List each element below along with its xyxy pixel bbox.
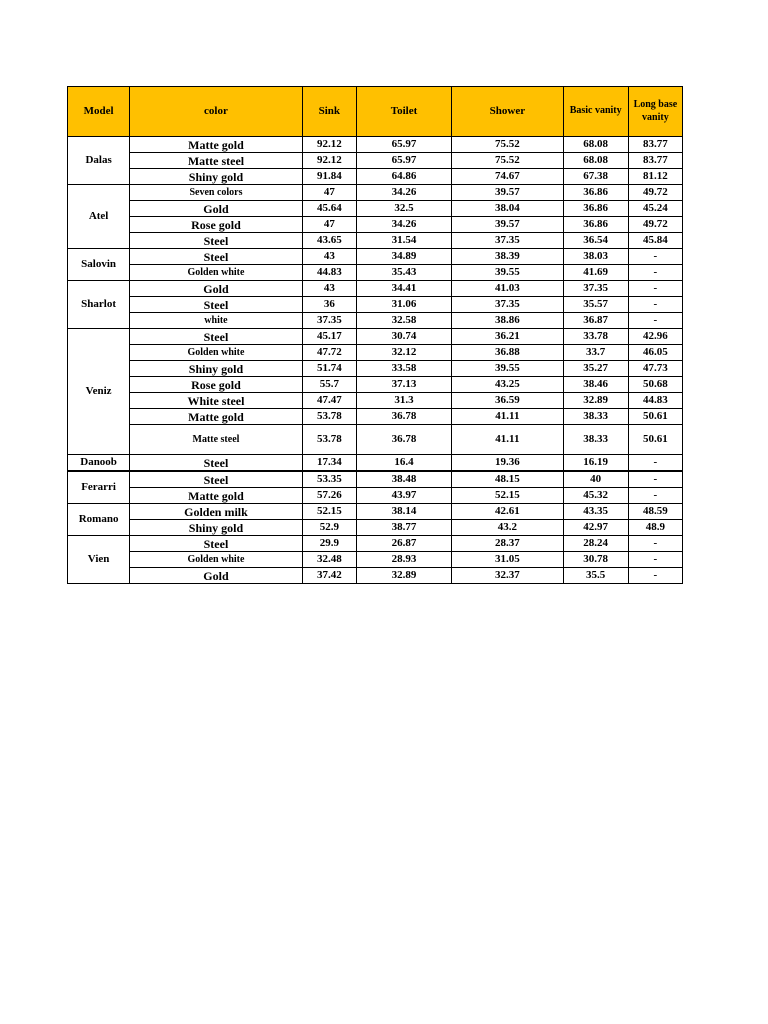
long-base-vanity-cell: 50.61 [628,425,682,455]
basic-vanity-cell: 35.57 [563,297,628,313]
basic-vanity-cell: 68.08 [563,137,628,153]
table-row [68,297,683,313]
table-row [68,153,683,169]
long-base-vanity-cell: 48.9 [628,520,682,536]
toilet-cell: 33.58 [356,361,451,377]
shower-cell: 37.35 [452,297,563,313]
table-row [68,377,683,393]
shower-cell: 41.11 [452,409,563,425]
model-cell: Dalas [68,137,130,185]
color-cell: Rose gold [130,217,303,233]
sink-cell: 45.17 [302,329,356,345]
toilet-cell: 32.89 [356,568,451,584]
color-cell: Golden milk [130,504,303,520]
table-row [68,536,683,552]
toilet-cell: 36.78 [356,425,451,455]
basic-vanity-cell: 36.86 [563,201,628,217]
table-row [68,185,683,201]
toilet-cell: 34.89 [356,249,451,265]
sink-cell: 52.9 [302,520,356,536]
shower-cell: 39.55 [452,361,563,377]
toilet-cell: 65.97 [356,137,451,153]
sink-cell: 53.78 [302,409,356,425]
header-row [68,87,683,137]
table-row [68,249,683,265]
sink-cell: 53.78 [302,425,356,455]
shower-cell: 37.35 [452,233,563,249]
long-base-vanity-cell: 50.68 [628,377,682,393]
long-base-vanity-cell: 45.84 [628,233,682,249]
header-toilet: Toilet [356,87,451,137]
table-row [68,361,683,377]
shower-cell: 43.25 [452,377,563,393]
table-row [68,552,683,568]
color-cell: Matte steel [130,153,303,169]
basic-vanity-cell: 38.46 [563,377,628,393]
color-cell: Steel [130,233,303,249]
sink-cell: 92.12 [302,153,356,169]
basic-vanity-cell: 32.89 [563,393,628,409]
sink-cell: 55.7 [302,377,356,393]
basic-vanity-cell: 36.87 [563,313,628,329]
table-row [68,568,683,584]
basic-vanity-cell: 37.35 [563,281,628,297]
header-basic-vanity: Basic vanity [563,87,628,137]
toilet-cell: 28.93 [356,552,451,568]
basic-vanity-cell: 35.27 [563,361,628,377]
toilet-cell: 35.43 [356,265,451,281]
sink-cell: 36 [302,297,356,313]
sink-cell: 32.48 [302,552,356,568]
color-cell: Golden white [130,552,303,568]
basic-vanity-cell: 41.69 [563,265,628,281]
toilet-cell: 43.97 [356,488,451,504]
long-base-vanity-cell: - [628,281,682,297]
toilet-cell: 38.14 [356,504,451,520]
shower-cell: 43.2 [452,520,563,536]
shower-cell: 38.86 [452,313,563,329]
header-sink: Sink [302,87,356,137]
color-cell: Steel [130,455,303,472]
basic-vanity-cell: 33.7 [563,345,628,361]
basic-vanity-cell: 67.38 [563,169,628,185]
table-row [68,455,683,472]
color-cell: Gold [130,281,303,297]
long-base-vanity-cell: - [628,568,682,584]
shower-cell: 52.15 [452,488,563,504]
table-row [68,393,683,409]
shower-cell: 38.39 [452,249,563,265]
shower-cell: 75.52 [452,137,563,153]
shower-cell: 41.11 [452,425,563,455]
table-row [68,169,683,185]
color-cell: Shiny gold [130,361,303,377]
model-cell: Sharlot [68,281,130,329]
sink-cell: 57.26 [302,488,356,504]
long-base-vanity-cell: - [628,313,682,329]
table-row [68,313,683,329]
basic-vanity-cell: 38.33 [563,425,628,455]
table-row [68,329,683,345]
table-row [68,488,683,504]
color-cell: Matte steel [130,425,303,455]
header-long-base-vanity: Long base vanity [628,87,682,137]
color-cell: Matte gold [130,137,303,153]
model-cell: Danoob [68,455,130,472]
model-cell: Ferarri [68,471,130,504]
long-base-vanity-cell: - [628,265,682,281]
shower-cell: 39.57 [452,217,563,233]
table-row [68,520,683,536]
table-row [68,281,683,297]
color-cell: Gold [130,201,303,217]
long-base-vanity-cell: - [628,488,682,504]
shower-cell: 42.61 [452,504,563,520]
long-base-vanity-cell: 45.24 [628,201,682,217]
shower-cell: 75.52 [452,153,563,169]
sink-cell: 43 [302,281,356,297]
color-cell: Steel [130,536,303,552]
table-row [68,471,683,488]
toilet-cell: 38.48 [356,471,451,488]
sink-cell: 43.65 [302,233,356,249]
toilet-cell: 32.5 [356,201,451,217]
color-cell: Golden white [130,265,303,281]
toilet-cell: 26.87 [356,536,451,552]
color-cell: Shiny gold [130,520,303,536]
shower-cell: 36.21 [452,329,563,345]
basic-vanity-cell: 33.78 [563,329,628,345]
sink-cell: 51.74 [302,361,356,377]
color-cell: White steel [130,393,303,409]
shower-cell: 39.57 [452,185,563,201]
price-table [67,86,683,584]
table-row [68,201,683,217]
basic-vanity-cell: 38.03 [563,249,628,265]
sink-cell: 92.12 [302,137,356,153]
color-cell: Matte gold [130,488,303,504]
table-row [68,425,683,455]
sink-cell: 45.64 [302,201,356,217]
basic-vanity-cell: 68.08 [563,153,628,169]
long-base-vanity-cell: - [628,249,682,265]
toilet-cell: 31.06 [356,297,451,313]
toilet-cell: 64.86 [356,169,451,185]
header-model: Model [68,87,130,137]
toilet-cell: 32.58 [356,313,451,329]
model-cell: Romano [68,504,130,536]
header-shower: Shower [452,87,563,137]
shower-cell: 41.03 [452,281,563,297]
color-cell: white [130,313,303,329]
toilet-cell: 38.77 [356,520,451,536]
long-base-vanity-cell: - [628,536,682,552]
toilet-cell: 30.74 [356,329,451,345]
table-row [68,504,683,520]
basic-vanity-cell: 40 [563,471,628,488]
color-cell: Rose gold [130,377,303,393]
shower-cell: 31.05 [452,552,563,568]
basic-vanity-cell: 45.32 [563,488,628,504]
sink-cell: 17.34 [302,455,356,472]
color-cell: Shiny gold [130,169,303,185]
sink-cell: 43 [302,249,356,265]
basic-vanity-cell: 35.5 [563,568,628,584]
toilet-cell: 34.26 [356,185,451,201]
long-base-vanity-cell: 44.83 [628,393,682,409]
shower-cell: 28.37 [452,536,563,552]
long-base-vanity-cell: 47.73 [628,361,682,377]
long-base-vanity-cell: 49.72 [628,185,682,201]
long-base-vanity-cell: 50.61 [628,409,682,425]
color-cell: Seven colors [130,185,303,201]
shower-cell: 32.37 [452,568,563,584]
sink-cell: 44.83 [302,265,356,281]
basic-vanity-cell: 16.19 [563,455,628,472]
table-body [68,137,683,584]
toilet-cell: 65.97 [356,153,451,169]
shower-cell: 39.55 [452,265,563,281]
shower-cell: 36.59 [452,393,563,409]
toilet-cell: 37.13 [356,377,451,393]
long-base-vanity-cell: 49.72 [628,217,682,233]
toilet-cell: 34.41 [356,281,451,297]
basic-vanity-cell: 43.35 [563,504,628,520]
table-row [68,409,683,425]
long-base-vanity-cell: 46.05 [628,345,682,361]
basic-vanity-cell: 42.97 [563,520,628,536]
color-cell: Steel [130,249,303,265]
sink-cell: 37.35 [302,313,356,329]
sink-cell: 91.84 [302,169,356,185]
sink-cell: 37.42 [302,568,356,584]
basic-vanity-cell: 36.86 [563,185,628,201]
color-cell: Golden white [130,345,303,361]
sink-cell: 29.9 [302,536,356,552]
table-row [68,345,683,361]
table-row [68,265,683,281]
sink-cell: 47.47 [302,393,356,409]
color-cell: Steel [130,297,303,313]
model-cell: Atel [68,185,130,249]
basic-vanity-cell: 38.33 [563,409,628,425]
shower-cell: 74.67 [452,169,563,185]
shower-cell: 38.04 [452,201,563,217]
basic-vanity-cell: 36.54 [563,233,628,249]
sink-cell: 52.15 [302,504,356,520]
basic-vanity-cell: 36.86 [563,217,628,233]
model-cell: Vien [68,536,130,584]
toilet-cell: 32.12 [356,345,451,361]
long-base-vanity-cell: 83.77 [628,137,682,153]
basic-vanity-cell: 28.24 [563,536,628,552]
sink-cell: 47 [302,217,356,233]
sink-cell: 47 [302,185,356,201]
long-base-vanity-cell: 48.59 [628,504,682,520]
shower-cell: 48.15 [452,471,563,488]
long-base-vanity-cell: 83.77 [628,153,682,169]
shower-cell: 19.36 [452,455,563,472]
basic-vanity-cell: 30.78 [563,552,628,568]
long-base-vanity-cell: - [628,471,682,488]
sink-cell: 53.35 [302,471,356,488]
toilet-cell: 36.78 [356,409,451,425]
long-base-vanity-cell: 81.12 [628,169,682,185]
toilet-cell: 31.54 [356,233,451,249]
toilet-cell: 16.4 [356,455,451,472]
header-color: color [130,87,303,137]
toilet-cell: 31.3 [356,393,451,409]
long-base-vanity-cell: - [628,297,682,313]
sink-cell: 47.72 [302,345,356,361]
shower-cell: 36.88 [452,345,563,361]
model-cell: Salovin [68,249,130,281]
table-row [68,217,683,233]
color-cell: Steel [130,471,303,488]
color-cell: Gold [130,568,303,584]
table-row [68,137,683,153]
long-base-vanity-cell: - [628,455,682,472]
color-cell: Steel [130,329,303,345]
table-row [68,233,683,249]
color-cell: Matte gold [130,409,303,425]
long-base-vanity-cell: - [628,552,682,568]
toilet-cell: 34.26 [356,217,451,233]
model-cell: Veniz [68,329,130,455]
long-base-vanity-cell: 42.96 [628,329,682,345]
